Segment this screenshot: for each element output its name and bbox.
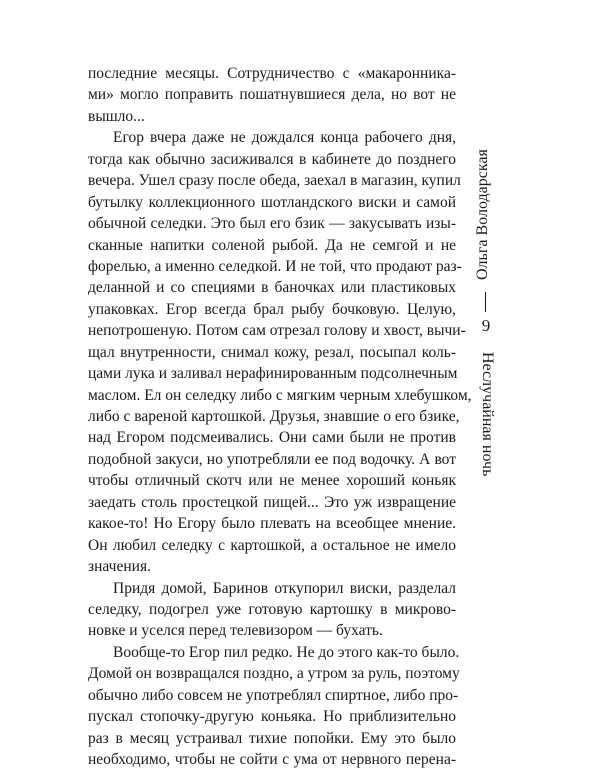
text-line: обычно либо совсем не употреблял спиртное, либо про- bbox=[88, 686, 459, 704]
running-head bbox=[468, 110, 504, 520]
text-line: щал внутренности, снимал кожу, резал, посыпал коль- bbox=[88, 343, 456, 361]
text-line: селедку, подогрел уже готовую картошку в микрово- bbox=[88, 600, 456, 618]
text-line: заедать столь простецкой пищей... Это уж извращение bbox=[88, 493, 456, 511]
running-head-divider bbox=[485, 292, 486, 312]
text-line: деланной и со специями в баночках или пластиковых bbox=[88, 279, 456, 297]
running-head-book-title: Неслучайная ночь bbox=[479, 352, 496, 477]
text-line: новке и уселся перед телевизором — бухать. bbox=[88, 622, 383, 640]
text-line: непотрошеную. Потом сам отрезал голову и хвост, вычи- bbox=[88, 322, 466, 340]
text-line: упаковках. Егор всегда брал рыбу бочковую. Целую, bbox=[88, 300, 456, 318]
text-line: либо с вареной картошкой. Друзья, знавшие о его бзике, bbox=[88, 408, 460, 425]
text-line: над Егором подсмеивались. Они сами были не против bbox=[88, 429, 456, 447]
text-line: подобной закуси, но употребляли ее под водочку. А вот bbox=[88, 450, 456, 468]
text-line: Придя домой, Баринов откупорил виски, разделал bbox=[113, 579, 456, 597]
text-line: чтобы отличный скотч или не менее хороший коньяк bbox=[88, 472, 456, 490]
text-line: цами лука и заливал нерафинированным подсолнечным bbox=[88, 365, 458, 383]
text-line: Егор вчера даже не дождался конца рабочего дня, bbox=[113, 129, 456, 147]
running-head-author: Ольга Володарская bbox=[474, 149, 491, 280]
text-line: раз в месяц устраивал тихие попойки. Ему это было bbox=[88, 729, 456, 747]
text-line: сканные напитки соленой рыбой. Да не семгой и не bbox=[88, 236, 456, 254]
text-line: вышло... bbox=[88, 107, 145, 125]
text-line: вечера. Ушел сразу после обеда, заехал в магазин, купил bbox=[88, 172, 461, 190]
body-text bbox=[88, 63, 472, 770]
text-line: тогда как обычно засиживался в кабинете до позднего bbox=[88, 150, 456, 168]
text-line: обычной селедки. Это был его бзик — закусывать изы- bbox=[88, 215, 456, 233]
text-line: форелью, а именно селедкой. И не той, что продают раз- bbox=[88, 257, 462, 275]
text-line: ми» могло поправить пошатнувшиеся дела, но вот не bbox=[88, 86, 456, 104]
text-line: Вообще-то Егор пил редко. Не до этого как-то было. bbox=[113, 643, 460, 661]
text-line: бутылку коллекционного шотландского виски и самой bbox=[88, 193, 456, 211]
text-line: Он любил селедку с картошкой, а остальное не имело bbox=[88, 536, 456, 554]
text-line: последние месяцы. Сотрудничество с «макаронника- bbox=[88, 65, 456, 82]
text-line: необходимо, чтобы не сойти с ума от нервного перена- bbox=[88, 751, 456, 768]
text-line: пускал стопочку-другую коньяка. Но приблизительно bbox=[88, 708, 456, 726]
text-line: маслом. Ел он селедку либо с мягким черным хлебушком, bbox=[88, 386, 472, 404]
text-line: значения. bbox=[88, 558, 151, 576]
text-line: какое-то! Но Егору было плевать на всеобщее мнение. bbox=[88, 515, 456, 533]
page-number: 9 bbox=[481, 316, 491, 335]
text-line: Домой он возвращался поздно, а утром за руль, поэтому bbox=[88, 665, 460, 683]
